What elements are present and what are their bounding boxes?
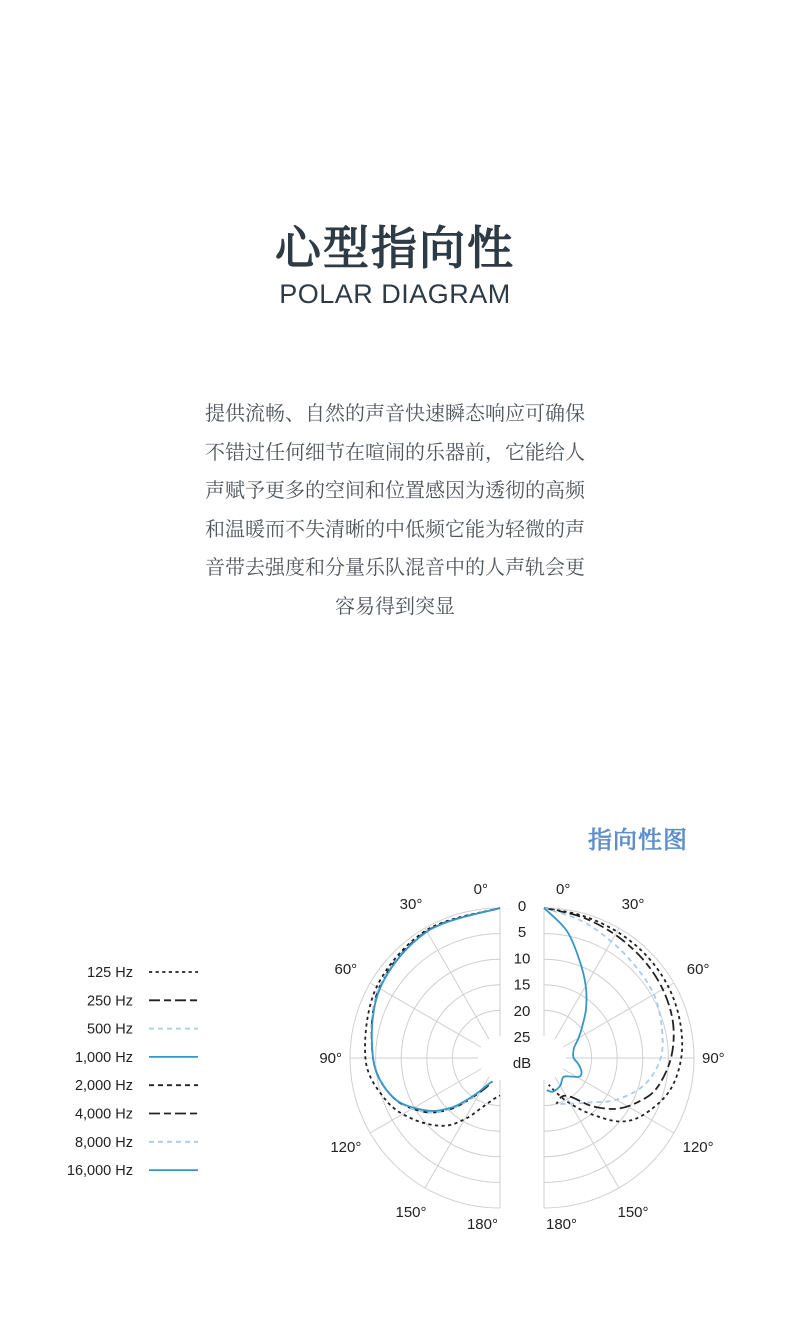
angle-label: 150°: [395, 1204, 427, 1222]
angle-label: 30°: [621, 895, 645, 913]
response-curve: [372, 908, 500, 1113]
radial-label: 5: [517, 924, 527, 942]
response-curve: [544, 908, 674, 1109]
angle-label: 120°: [682, 1139, 714, 1156]
angle-label: 120°: [330, 1139, 362, 1156]
legend-label: 8,000 Hz: [74, 1134, 133, 1151]
angle-label: 30°: [399, 895, 423, 913]
radial-label: dB: [512, 1055, 532, 1073]
angle-label: 180°: [546, 1216, 578, 1233]
legend-label: 2,000 Hz: [74, 1078, 133, 1095]
angle-label: 90°: [702, 1050, 725, 1067]
angle-label: 90°: [319, 1050, 342, 1067]
angle-label: 0°: [556, 881, 571, 898]
legend-label: 4,000 Hz: [74, 1106, 133, 1123]
page-title: 心型指向性: [275, 221, 515, 275]
legend-label: 500 Hz: [87, 1021, 133, 1038]
legend-label: 1,000 Hz: [74, 1049, 133, 1066]
radial-label: 15: [513, 976, 531, 994]
response-curve: [372, 908, 500, 1113]
description-line: 提供流畅、自然的声音快速瞬态响应可确保: [205, 401, 585, 425]
radial-label: 25: [513, 1029, 531, 1046]
response-curve: [544, 908, 663, 1104]
angle-label: 150°: [617, 1204, 649, 1222]
angle-label: 180°: [466, 1216, 498, 1233]
legend-label: 250 Hz: [87, 993, 133, 1010]
radial-label: 20: [513, 1002, 531, 1020]
description-line: 容易得到突显: [335, 593, 455, 618]
angle-label: 0°: [473, 881, 488, 898]
radial-label: 0: [517, 898, 527, 915]
description-line: 不错过任何细节在喧闹的乐器前，它能给人: [205, 439, 585, 464]
legend-label: 16,000 Hz: [66, 1163, 133, 1180]
radial-label: 10: [513, 950, 531, 968]
description-line: 音带去强度和分量乐队混音中的人声轨会更: [205, 555, 585, 579]
response-curve: [372, 908, 500, 1111]
description-line: 和温暖而不失清晰的中低频它能为轻微的声: [205, 516, 585, 541]
chart-title: 指向性图: [588, 826, 688, 854]
legend-label: 125 Hz: [87, 965, 133, 981]
page-subtitle: POLAR DIAGRAM: [279, 279, 511, 309]
angle-label: 60°: [686, 961, 710, 978]
description-line: 声赋予更多的空间和位置感因为透彻的高频: [205, 478, 585, 502]
angle-label: 60°: [334, 961, 358, 978]
